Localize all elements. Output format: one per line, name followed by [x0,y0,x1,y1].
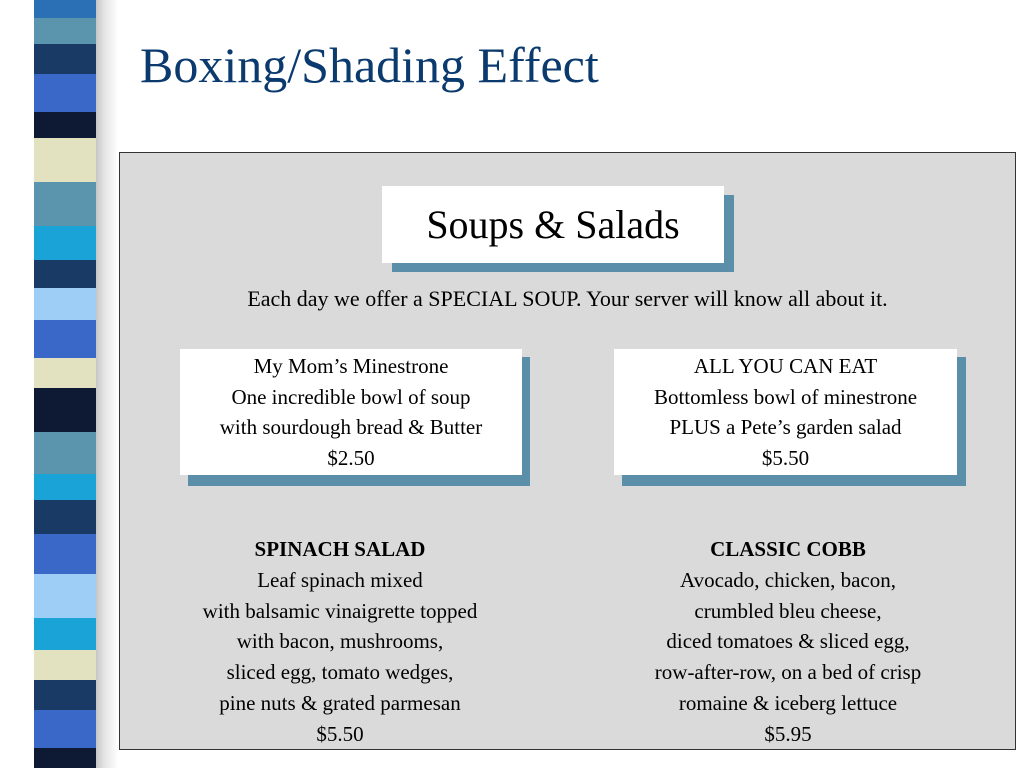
salad-item-spinach [140,534,540,750]
salad-right-line: Avocado, chicken, bacon, [680,567,896,592]
soup-box-left-face [180,349,522,475]
salad-left-line: with balsamic vinaigrette topped [202,598,478,623]
stripe-band [34,388,96,432]
special-soup-intro: Each day we offer a SPECIAL SOUP. Your server will know all about it. [247,286,888,311]
salad-right-price: $5.95 [764,721,812,746]
salad-left-line: pine nuts & grated parmesan [219,690,461,715]
soup-right-desc-2: PLUS a Pete’s garden salad [669,415,902,439]
soup-box-right-face [614,349,957,475]
soup-left-desc-2: with sourdough bread & Butter [219,415,483,439]
soup-right-title: ALL YOU CAN EAT [693,354,878,378]
stripe-band [34,182,96,226]
stripe-band [34,748,96,768]
stripe-band [34,18,96,44]
soup-left-title: My Mom’s Minestrone [253,354,449,378]
menu-panel [119,152,1016,750]
soup-left-desc-1: One incredible bowl of soup [231,384,471,409]
stripe-band [34,574,96,618]
slide-title: Boxing/Shading Effect [140,37,599,93]
stripe-band [34,288,96,320]
stripe-band [34,650,96,680]
stripe-band [34,432,96,474]
stripe-band [34,260,96,288]
stripe-band [34,618,96,650]
stripe-band [34,158,96,182]
stripe-band [34,0,96,18]
salad-left-line: with bacon, mushrooms, [236,629,444,654]
stripe-band [34,138,96,158]
stripe-band [34,474,96,500]
salad-left-line: Leaf spinach mixed [257,567,423,592]
salad-right-line: crumbled bleu cheese, [694,598,882,623]
stripe-band [34,226,96,260]
menu-heading: Soups & Salads [382,186,724,263]
soup-left-price: $2.50 [327,445,375,470]
decorative-color-stripe [34,0,96,768]
stripe-band [34,500,96,534]
stripe-band [34,710,96,748]
salad-right-line: diced tomatoes & sliced egg, [666,629,910,654]
stripe-band [34,680,96,710]
stripe-band [34,74,96,112]
salad-left-name: SPINACH SALAD [254,537,426,561]
salad-right-name: CLASSIC COBB [710,537,866,561]
salad-left-price: $5.50 [316,721,364,746]
salad-right-line: romaine & iceberg lettuce [678,690,898,715]
soup-box-right [614,349,966,486]
stripe-band [34,534,96,574]
heading-box [382,186,734,272]
stripe-band [34,44,96,74]
soup-box-left [180,349,530,486]
soup-right-desc-1: Bottomless bowl of minestrone [653,384,918,409]
salad-left-line: sliced egg, tomato wedges, [226,660,454,685]
stripe-band [34,112,96,138]
stripe-band [34,358,96,388]
salad-right-line: row-after-row, on a bed of crisp [654,660,922,685]
soup-right-price: $5.50 [761,445,810,470]
salad-item-cobb [588,534,988,750]
stripe-band [34,320,96,358]
